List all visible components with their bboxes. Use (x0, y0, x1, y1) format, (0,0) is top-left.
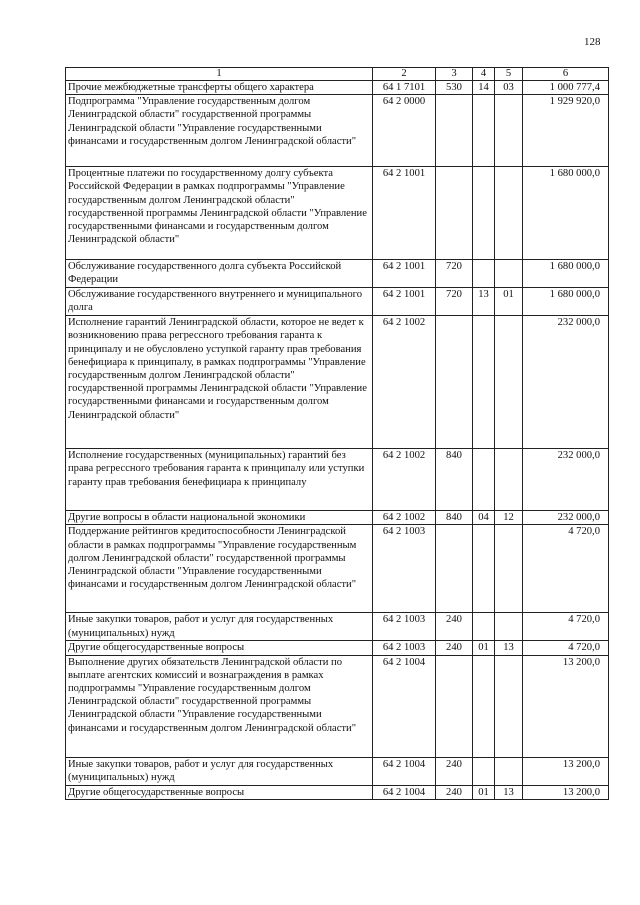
row-amount-cell: 1 680 000,0 (523, 167, 609, 260)
row-vr-cell: 840 (436, 449, 473, 511)
row-name-cell: Исполнение государственных (муниципальных) гарантий без права регрессного требования гаранта к принципалу или уступки гаранту прав требования бенефициара к принципалу (66, 449, 373, 511)
row-name-cell: Процентные платежи по государственному долгу субъекта Российской Федерации в рамках подпрограммы "Управление государственным долгом Ленинградской области" государственной программы Ленинградской области "Управление государственными финансами и государственным долгом Ленинградской области" (66, 167, 373, 260)
row-pr-cell (495, 95, 523, 167)
row-amount-cell: 4 720,0 (523, 613, 609, 641)
row-pr-cell: 13 (495, 641, 523, 655)
row-csr-cell: 64 2 1003 (373, 613, 436, 641)
row-rz-cell (473, 167, 495, 260)
table-row (66, 655, 609, 757)
row-name-cell: Поддержание рейтингов кредитоспособности Ленинградской области в рамках подпрограммы "Управление государственным долгом Ленинградской области" государственной программы Ленинградской области "Управление государственными финансами и государственным долгом Ленинградской области" (66, 525, 373, 613)
row-rz-cell (473, 260, 495, 288)
row-rz-cell: 01 (473, 641, 495, 655)
row-pr-cell (495, 757, 523, 785)
row-name-cell: Выполнение других обязательств Ленинградской области по выплате агентских комиссий и вознаграждения в рамках подпрограммы "Управление государственным долгом Ленинградской области" государственной программы Ленинградской области "Управление государственными финансами и государственным долгом Ленинградской области" (66, 655, 373, 757)
row-amount-cell: 232 000,0 (523, 449, 609, 511)
row-rz-cell (473, 525, 495, 613)
row-vr-cell: 530 (436, 81, 473, 95)
row-rz-cell: 01 (473, 785, 495, 799)
header-col-4: 4 (473, 68, 495, 81)
table-row (66, 449, 609, 511)
row-csr-cell: 64 2 1001 (373, 288, 436, 316)
table-row (66, 613, 609, 641)
row-csr-cell: 64 2 1004 (373, 655, 436, 757)
header-col-5: 5 (495, 68, 523, 81)
row-pr-cell (495, 449, 523, 511)
row-rz-cell: 04 (473, 511, 495, 525)
row-csr-cell: 64 2 1001 (373, 260, 436, 288)
row-name-cell: Другие вопросы в области национальной экономики (66, 511, 373, 525)
row-name-cell: Иные закупки товаров, работ и услуг для государственных (муниципальных) нужд (66, 757, 373, 785)
row-vr-cell: 240 (436, 785, 473, 799)
row-name-cell: Другие общегосударственные вопросы (66, 641, 373, 655)
row-name-cell: Обслуживание государственного внутреннего и муниципального долга (66, 288, 373, 316)
row-vr-cell (436, 655, 473, 757)
table-row (66, 81, 609, 95)
row-amount-cell: 232 000,0 (523, 511, 609, 525)
row-amount-cell: 4 720,0 (523, 525, 609, 613)
header-col-2: 2 (373, 68, 436, 81)
row-csr-cell: 64 2 1003 (373, 641, 436, 655)
row-amount-cell: 232 000,0 (523, 316, 609, 449)
budget-table (65, 67, 609, 800)
table-row (66, 785, 609, 799)
row-name-cell: Исполнение гарантий Ленинградской области, которое не ведет к возникновению права регрессного требования гаранта к принципалу и не обусловлено уступкой гаранту прав требования бенефициара к принципалу, в рамках подпрограммы "Управление государственным долгом Ленинградской области" государственной программы Ленинградской области "Управление государственными финансами и государственным долгом Ленинградской области" (66, 316, 373, 449)
row-csr-cell: 64 1 7101 (373, 81, 436, 95)
row-rz-cell (473, 757, 495, 785)
row-csr-cell: 64 2 1001 (373, 167, 436, 260)
row-csr-cell: 64 2 1002 (373, 511, 436, 525)
row-name-cell: Иные закупки товаров, работ и услуг для государственных (муниципальных) нужд (66, 613, 373, 641)
row-amount-cell: 1 680 000,0 (523, 288, 609, 316)
row-vr-cell: 240 (436, 613, 473, 641)
row-amount-cell: 13 200,0 (523, 785, 609, 799)
row-csr-cell: 64 2 1002 (373, 449, 436, 511)
table-row (66, 525, 609, 613)
row-amount-cell: 1 680 000,0 (523, 260, 609, 288)
row-pr-cell (495, 613, 523, 641)
row-rz-cell: 14 (473, 81, 495, 95)
table-row (66, 260, 609, 288)
row-vr-cell (436, 525, 473, 613)
table-row (66, 167, 609, 260)
row-rz-cell (473, 449, 495, 511)
row-vr-cell (436, 95, 473, 167)
row-name-cell: Подпрограмма "Управление государственным долгом Ленинградской области" государственной программы Ленинградской области "Управление государственными финансами и государственным долгом Ленинградской области" (66, 95, 373, 167)
row-csr-cell: 64 2 0000 (373, 95, 436, 167)
row-vr-cell: 240 (436, 757, 473, 785)
row-csr-cell: 64 2 1003 (373, 525, 436, 613)
header-col-6: 6 (523, 68, 609, 81)
row-name-cell: Обслуживание государственного долга субъекта Российской Федерации (66, 260, 373, 288)
row-amount-cell: 1 000 777,4 (523, 81, 609, 95)
row-csr-cell: 64 2 1004 (373, 757, 436, 785)
header-col-1: 1 (66, 68, 373, 81)
table-row (66, 288, 609, 316)
header-col-3: 3 (436, 68, 473, 81)
row-amount-cell: 13 200,0 (523, 655, 609, 757)
row-name-cell: Прочие межбюджетные трансферты общего характера (66, 81, 373, 95)
table-row (66, 641, 609, 655)
table-row (66, 95, 609, 167)
row-rz-cell: 13 (473, 288, 495, 316)
row-amount-cell: 1 929 920,0 (523, 95, 609, 167)
row-rz-cell (473, 613, 495, 641)
row-pr-cell: 03 (495, 81, 523, 95)
row-amount-cell: 4 720,0 (523, 641, 609, 655)
row-pr-cell (495, 167, 523, 260)
table-header-row (66, 68, 609, 81)
row-rz-cell (473, 95, 495, 167)
row-pr-cell (495, 316, 523, 449)
table-row (66, 511, 609, 525)
row-pr-cell (495, 260, 523, 288)
row-csr-cell: 64 2 1004 (373, 785, 436, 799)
row-pr-cell: 12 (495, 511, 523, 525)
row-pr-cell: 01 (495, 288, 523, 316)
table-row (66, 316, 609, 449)
row-vr-cell (436, 316, 473, 449)
row-vr-cell (436, 167, 473, 260)
row-amount-cell: 13 200,0 (523, 757, 609, 785)
row-pr-cell: 13 (495, 785, 523, 799)
row-vr-cell: 720 (436, 260, 473, 288)
row-csr-cell: 64 2 1002 (373, 316, 436, 449)
row-pr-cell (495, 525, 523, 613)
row-rz-cell (473, 655, 495, 757)
row-vr-cell: 720 (436, 288, 473, 316)
row-vr-cell: 240 (436, 641, 473, 655)
row-name-cell: Другие общегосударственные вопросы (66, 785, 373, 799)
row-vr-cell: 840 (436, 511, 473, 525)
page-number: 128 (584, 36, 601, 48)
row-pr-cell (495, 655, 523, 757)
table-row (66, 757, 609, 785)
row-rz-cell (473, 316, 495, 449)
